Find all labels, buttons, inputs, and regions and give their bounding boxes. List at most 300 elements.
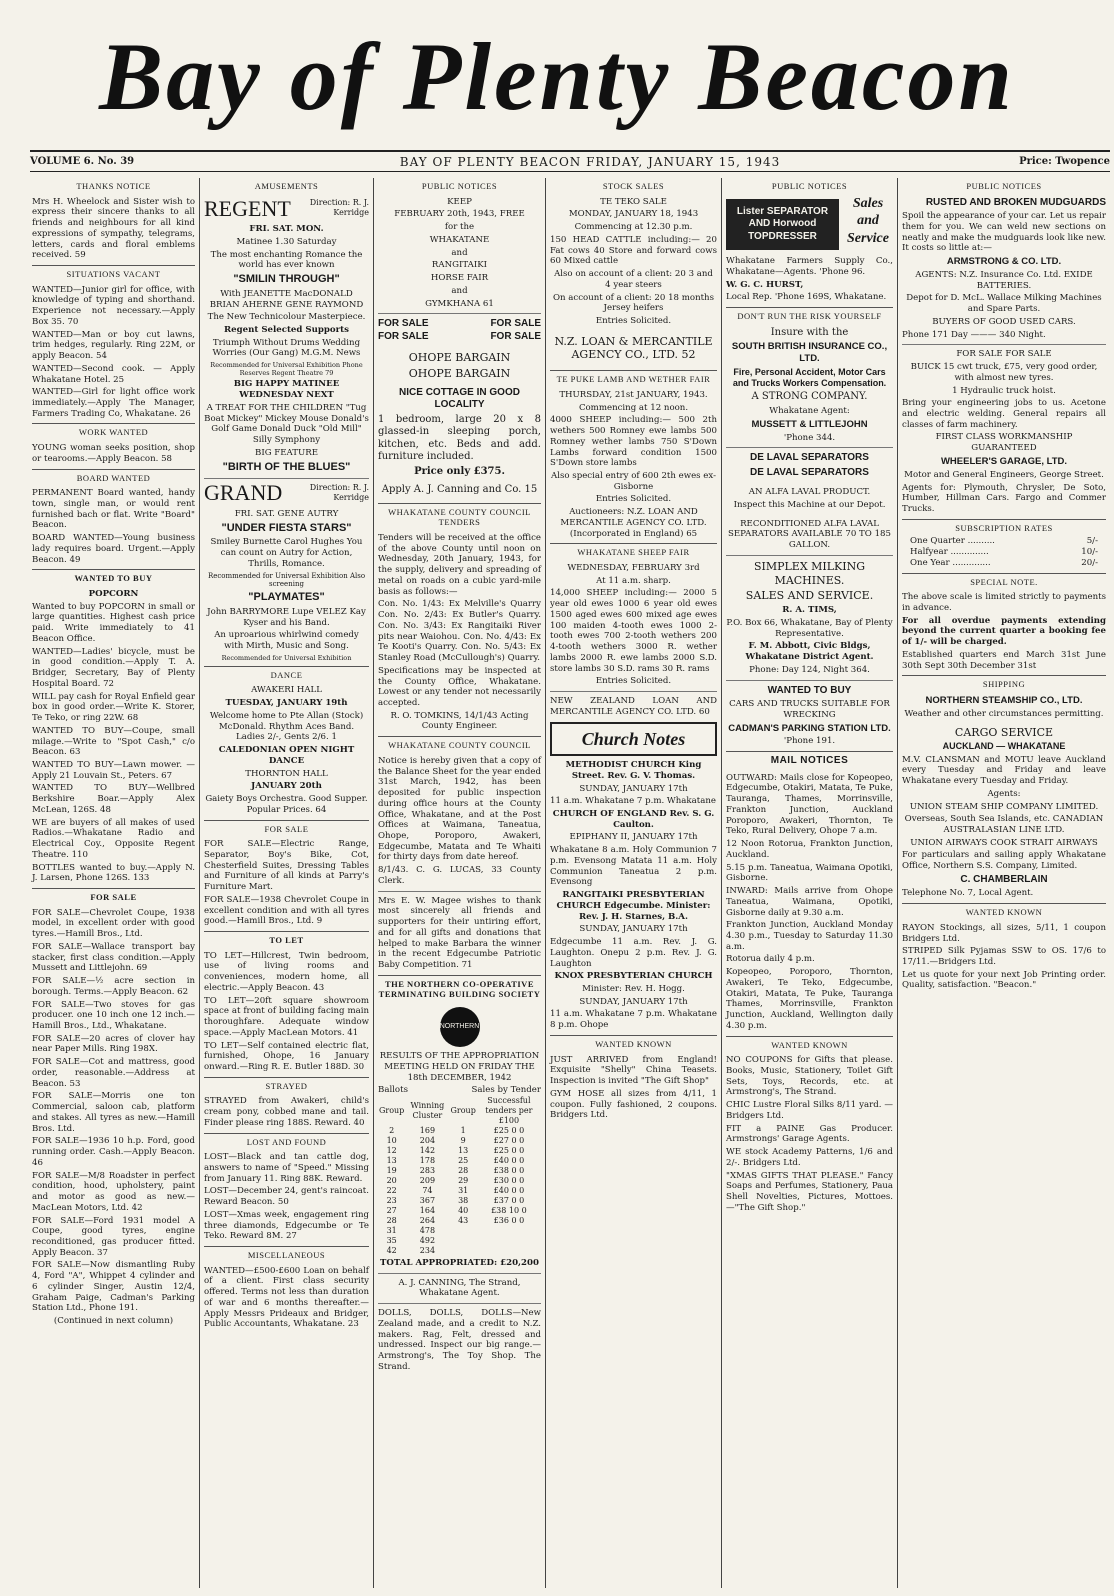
continued-note: (Continued in next column) bbox=[53, 1316, 174, 1327]
column-1 bbox=[28, 178, 200, 1588]
notice: Let us quote for your next Job Printing order. Quality, satisfaction. "Beacon." bbox=[902, 969, 1106, 991]
text-line: BUICK 15 cwt truck, £75, very good order, with almost new tyres. bbox=[910, 362, 1098, 383]
notice: Kopeopeo, Poroporo, Thornton, Awakeri, Te Teko, Edgecumbe, Otakiri, Matata, Te Puke, Tauranga Thames, Morrinsville, Frankton Junction, Auckland, Wellington daily 4.30 p.m. bbox=[726, 967, 893, 1031]
text-line: GYMKHANA 61 bbox=[425, 298, 494, 309]
text-line: Agents: bbox=[987, 788, 1021, 799]
text-line: MUSSETT & LITTLEJOHN bbox=[751, 418, 868, 430]
notice: FOR SALE—Cot and mattress, good order, reasonable.—Address at Beacon. 53 bbox=[32, 1057, 195, 1089]
text-line: RUSTED AND BROKEN MUDGUARDS bbox=[925, 196, 1106, 208]
notice: FOR SALE—Electric Range, Separator, Boy's Bike, Cot, Chesterfield Suites, Dressing Tables and Furniture of all kinds at Parry's Furniture Mart. bbox=[204, 839, 369, 893]
table-cell bbox=[477, 1226, 541, 1236]
table-cell: 27 bbox=[386, 1205, 397, 1215]
table-cell: 42 bbox=[386, 1245, 397, 1255]
text-line: A TREAT FOR THE CHILDREN "Tug Boat Mickey" Mickey Mouse Donald's Golf Game Donald Duck "Old Mill" Silly Symphony bbox=[204, 402, 369, 446]
text-line: CARGO SERVICE bbox=[954, 725, 1054, 739]
table-row bbox=[378, 1156, 541, 1166]
show-days: FRI. SAT. MON. bbox=[249, 224, 324, 235]
text-line: The above scale is limited strictly to payments in advance. bbox=[902, 592, 1106, 613]
notice: JUST ARRIVED from England! Exquisite "Shelly" China Teasets. Inspection is invited "The Gift Shop" bbox=[550, 1054, 717, 1087]
rate-value: 10/- bbox=[1081, 547, 1098, 558]
notice: YOUNG woman seeks position, shop or tearooms.—Apply Beacon. 58 bbox=[32, 443, 195, 464]
text-line: NORTHERN STEAMSHIP CO., LTD. bbox=[925, 694, 1083, 706]
notice: WANTED—Junior girl for office, with knowledge of typing and shorthand. Experience not necessary.—Apply Box 35. 70 bbox=[32, 284, 195, 327]
notice: WANTED—£500-£600 Loan on behalf of a client. First class security offered. Terms not less than duration of war and 6 months thereafter.—Apply Messrs Prideaux and Bridger, Public Accountants, Whakatane. 23 bbox=[204, 1265, 369, 1330]
text-line: Welcome home to Pte Allan (Stock) McDonald. Rhythm Aces Band. Ladies 2/-, Gents 2/6. 1 bbox=[209, 710, 364, 743]
column-6 bbox=[898, 178, 1110, 1588]
text-line: N.Z. LOAN & MERCANTILE AGENCY CO., LTD. 52 bbox=[554, 334, 713, 362]
text-line: An uproarious whirlwind comedy with Mirth, Music and Song. bbox=[214, 630, 359, 651]
text-line: Commencing at 12.30 p.m. bbox=[574, 222, 693, 233]
notice: 5.15 p.m. Taneatua, Waimana Opotiki, Gisborne. bbox=[726, 862, 893, 884]
text-line: AWAKERI HALL bbox=[251, 685, 322, 696]
section-heading: SHIPPING bbox=[902, 675, 1106, 693]
notice: LOST—Xmas week, engagement ring three diamonds, Edgecumbe or Te Teko. Reward 8M. 27 bbox=[204, 1209, 369, 1242]
columns bbox=[28, 178, 1110, 1588]
text-line: 'Phone 191. bbox=[783, 736, 836, 747]
notice: NO COUPONS for Gifts that please. Books, Music, Stationery, Toilet Gift Sets, Toys, Records, etc. at Armstrong's, The Strand. bbox=[726, 1055, 893, 1098]
text-line: Minister: Rev. H. Hogg. bbox=[582, 984, 685, 994]
section-heading: PUBLIC NOTICES bbox=[966, 181, 1042, 191]
for-sale-banner bbox=[378, 331, 541, 344]
table-row bbox=[378, 1206, 541, 1216]
notice: TO LET—Hillcrest, Twin bedroom, use of living rooms and conveniences, modern home, all electric.—Apply Beacon. 43 bbox=[204, 950, 369, 993]
table-cell: 28 bbox=[458, 1165, 469, 1175]
text-line: Weather and other circumstances permitting. bbox=[904, 708, 1104, 719]
notice: FOR SALE—1936 10 h.p. Ford, good running order. Cash.—Apply Beacon. 46 bbox=[32, 1136, 195, 1168]
table-cell: 164 bbox=[419, 1205, 436, 1215]
text-line: Commencing at 12 noon. bbox=[578, 402, 689, 413]
grand-direction: Direction: R. J. Kerridge bbox=[309, 483, 369, 503]
text-line: SIMPLEX MILKING MACHINES. bbox=[753, 559, 866, 587]
section-heading: DON'T RUN THE RISK YOURSELF bbox=[726, 307, 893, 325]
text-line: FEBRUARY 20th, 1943, FREE bbox=[394, 209, 525, 220]
text-line: CADMAN'S PARKING STATION LTD. bbox=[728, 722, 891, 734]
notice: WANTED TO BUY—Wellbred Berkshire Boar.—Apply Alex McLean, 126S. 48 bbox=[32, 783, 195, 815]
text-line: C. CHAMBERLAIN bbox=[960, 873, 1048, 885]
table-cell: £40 0 0 bbox=[493, 1185, 525, 1195]
logo-text: NORTHERN bbox=[439, 1022, 480, 1030]
text-line: KNOX PRESBYTERIAN CHURCH bbox=[554, 971, 713, 982]
text-line: Sales by Tender bbox=[471, 1085, 541, 1096]
table-cell: 31 bbox=[386, 1225, 397, 1235]
text-line: Whakatane 8 a.m. Holy Communion 7 p.m. Evensong Matata 11 a.m. Holy Communion Taneatua 2 p.m. Evensong bbox=[550, 845, 717, 888]
text-line: SUNDAY, JANUARY 17th bbox=[579, 924, 688, 935]
table-row bbox=[378, 1196, 541, 1206]
table-cell: 31 bbox=[458, 1185, 469, 1195]
masthead bbox=[0, 0, 1114, 150]
text-line: P.O. Box 66, Whakatane, Bay of Plenty Representative. bbox=[726, 617, 893, 639]
table-cell: 43 bbox=[458, 1215, 469, 1225]
text-line: Whakatane Agent: bbox=[769, 405, 850, 416]
column-header: Successful tenders per £100 bbox=[485, 1095, 533, 1125]
banner-text: FOR SALE bbox=[378, 330, 429, 342]
notice: NEW ZEALAND LOAN AND MERCANTILE AGENCY CO. LTD. 60 bbox=[550, 696, 717, 717]
newspaper-title: Bay of Plenty Beacon bbox=[99, 23, 1015, 130]
table-cell: 178 bbox=[419, 1155, 436, 1165]
rate-row bbox=[902, 558, 1106, 569]
table-cell bbox=[477, 1236, 541, 1246]
text-line: AGENTS: N.Z. Insurance Co. Ltd. EXIDE BATTERIES. bbox=[915, 269, 1093, 291]
section-heading: WHAKATANE COUNTY COUNCIL TENDERS bbox=[378, 503, 541, 531]
banner-text: FOR SALE bbox=[490, 330, 541, 342]
text-line: Phone: Day 124, Night 364. bbox=[749, 664, 870, 675]
text-line: for the bbox=[444, 222, 475, 233]
notice: FOR SALE—Morris one ton Commercial, saloon cab, platform and stakes. All tyres as new.—Hamill Bros. Ltd. bbox=[32, 1091, 195, 1134]
section-heading: THANKS NOTICE bbox=[76, 181, 151, 191]
notice: FOR SALE—Wallace transport bay stacker, first class condition.—Apply Mussett and Littlejohn. 69 bbox=[32, 941, 195, 974]
rate-row bbox=[902, 547, 1106, 558]
text-line: Triumph Without Drums Wedding Worries (Our Gang) M.G.M. News bbox=[212, 337, 361, 359]
text-line: WHEELER'S GARAGE, LTD. bbox=[940, 455, 1068, 467]
notice: GYM HOSE all sizes from 4/11, 1 coupon. Fully fashioned, 2 coupons. Bridgers Ltd. bbox=[550, 1088, 717, 1121]
table-cell: 492 bbox=[419, 1235, 436, 1245]
notice: WE stock Academy Patterns, 1/6 and 2/-. Bridgers Ltd. bbox=[726, 1147, 893, 1168]
table-cell bbox=[477, 1246, 541, 1256]
text-line: THURSDAY, 21st JANUARY, 1943. bbox=[559, 389, 708, 400]
table-cell: 478 bbox=[419, 1225, 436, 1235]
notice: FOR SALE—1938 Chevrolet Coupe in excellent condition and with all tyres good.—Hamill Bros., Ltd. 9 bbox=[204, 894, 369, 927]
text-line: KEEP bbox=[447, 196, 472, 207]
text-line: Phone 171 Day ——— 340 Night. bbox=[902, 329, 1046, 340]
notice: R. O. TOMKINS, 14/1/43 Acting County Engineer. bbox=[390, 710, 529, 732]
rate-row bbox=[902, 536, 1106, 547]
notice-title: POPCORN bbox=[88, 588, 139, 599]
notice: Mrs E. W. Magee wishes to thank most sincerely all friends and supporters for their untiring effort, and for all gifts and donations that helped to make Barbara the winner in the recent Edgecumbe Patriotic Baby Competition. 71 bbox=[378, 895, 541, 971]
text-line: Overseas, South Sea Islands, etc. CANADIAN AUSTRALASIAN LINE LTD. bbox=[904, 814, 1104, 835]
text-line: On account of a client: 20 18 months Jersey heifers bbox=[552, 292, 715, 314]
grand-header bbox=[204, 478, 369, 507]
text-line: CHURCH OF ENGLAND Rev. S. G. Caulton. bbox=[552, 808, 715, 830]
table-cell: 367 bbox=[419, 1195, 436, 1205]
text-line: Edgecumbe 11 a.m. Rev. J. G. Laughton. Onepu 2 p.m. Rev. J. G. Laughton bbox=[550, 937, 717, 969]
table-cell: 13 bbox=[386, 1155, 397, 1165]
text-line: Recommended for Universal Exhibition bbox=[221, 653, 352, 662]
text-line: Smiley Burnette Carol Hughes You can count on Autry for Action, Thrills, Romance. bbox=[210, 537, 363, 569]
notice: STRAYED from Awakeri, child's cream pony, cobbed mane and tail. Finder please ring 188S. Reward. 40 bbox=[204, 1096, 369, 1128]
northern-logo-icon bbox=[440, 1007, 480, 1047]
divider bbox=[726, 555, 893, 556]
table-cell: 40 bbox=[458, 1205, 469, 1215]
table-cell: 35 bbox=[386, 1235, 397, 1245]
table-row bbox=[378, 1186, 541, 1196]
notice: Tenders will be received at the office of the above County until noon on Wednesday, 20th January, 1943, for the supply, delivery and spreading of metal on roads on a cubic yard-mile basis as follows:— bbox=[378, 532, 541, 597]
text-line: Inspect this Machine at our Depot. bbox=[733, 500, 886, 511]
text-line: OHOPE BARGAIN bbox=[408, 351, 511, 365]
text-line: Gaiety Boys Orchestra. Good Supper. Popular Prices. 64 bbox=[205, 794, 368, 815]
section-heading: WHAKATANE SHEEP FAIR bbox=[550, 543, 717, 561]
text-line: FIRST CLASS WORKMANSHIP GUARANTEED bbox=[935, 432, 1073, 454]
text-line: Also special entry of 600 2th ewes ex-Gisborne bbox=[551, 470, 716, 492]
text-line: For all overdue payments extending beyond the current quarter a booking fee of 1/- will be charged. bbox=[902, 615, 1106, 648]
text-line: EPIPHANY II, JANUARY 17th bbox=[569, 832, 698, 843]
text-line: RESULTS OF THE APPROPRIATION MEETING HELD ON FRIDAY THE 18th DECEMBER, 1942 bbox=[379, 1051, 540, 1083]
notice: Rotorua daily 4 p.m. bbox=[726, 954, 815, 965]
text-line: UNION STEAM SHIP COMPANY LIMITED. bbox=[909, 801, 1099, 812]
table-cell: £37 0 0 bbox=[493, 1195, 525, 1205]
text-line: WANTED TO BUY bbox=[767, 684, 852, 696]
notice: INWARD: Mails arrive from Ohope Taneatua, Waimana, Opotiki, Gisborne daily at 9.30 a.m. bbox=[726, 886, 893, 918]
text-line: Ballots bbox=[378, 1085, 408, 1096]
regent-header bbox=[204, 195, 369, 223]
section-heading: THE NORTHERN CO-OPERATIVE TERMINATING BUILDING SOCIETY bbox=[378, 975, 541, 1003]
banner-text: FOR SALE bbox=[378, 318, 429, 330]
text-line: and bbox=[451, 247, 468, 258]
text-line: Recommended for Universal Exhibition Also screening bbox=[207, 571, 366, 589]
table-cell: 209 bbox=[419, 1175, 436, 1185]
text-line: METHODIST CHURCH King Street. Rev. G. V. Thomas. bbox=[565, 760, 702, 781]
notice: 8/1/43. C. G. LUCAS, 33 County Clerk. bbox=[378, 865, 541, 886]
column-5 bbox=[722, 178, 898, 1588]
table-cell bbox=[450, 1246, 477, 1256]
divider bbox=[378, 891, 541, 892]
text-line: AUCKLAND — WHAKATANE bbox=[942, 741, 1066, 752]
text-line: At 11 a.m. sharp. bbox=[596, 575, 671, 586]
notice: TO LET—Self contained electric flat, furnished, Ohope, 16 January onward.—Ring R. E. Butler 188D. 30 bbox=[204, 1040, 369, 1073]
text-line: CARS AND TRUCKS SUITABLE FOR WRECKING bbox=[729, 699, 890, 720]
notice: "XMAS GIFTS THAT PLEASE." Fancy Soaps and Perfumes, Stationery, Paua Shell Novelties, Pictures, Mottoes.—"The Gift Shop." bbox=[726, 1170, 893, 1213]
section-heading: LOST AND FOUND bbox=[204, 1133, 369, 1151]
dateline-bar bbox=[30, 150, 1110, 172]
notice: WANTED—Man or boy cut lawns, trim hedges, regularly. Ring 22M, or apply Beacon. 54 bbox=[32, 329, 195, 362]
notice: WANTED—Girl for light office work immediately.—Apply The Manager, Farmers Trading Co, Whakatane. 26 bbox=[32, 387, 195, 419]
notice: LOST—Black and tan cattle dog, answers to name of "Speed." Missing from January 11. Ring 88K. Reward. bbox=[204, 1152, 369, 1184]
film-title: "BIRTH OF THE BLUES" bbox=[222, 460, 351, 473]
notice: FOR SALE—20 acres of clover hay near Paper Mills. Ring 198X. bbox=[32, 1033, 195, 1055]
divider bbox=[902, 344, 1106, 345]
text-line: A STRONG COMPANY. bbox=[751, 391, 868, 403]
text-line: Bring your engineering jobs to us. Acetone and electric welding. General repairs all classes of farm machinery. bbox=[902, 398, 1106, 430]
notice: Frankton Junction, Auckland Monday 4.30 p.m., Tuesday to Saturday 11.30 a.m. bbox=[726, 920, 893, 952]
table-cell: 13 bbox=[458, 1145, 469, 1155]
notice: BOARD WANTED—Young business lady requires board. Urgent.—Apply Beacon. 49 bbox=[32, 533, 195, 565]
regent-theatre-name: REGENT bbox=[204, 195, 291, 221]
text-line: Auctioneers: N.Z. LOAN AND MERCANTILE AGENCY CO. LTD. (Incorporated in England) 65 bbox=[560, 507, 707, 539]
section-heading: SPECIAL NOTE. bbox=[902, 573, 1106, 591]
section-heading: SUBSCRIPTION RATES bbox=[902, 519, 1106, 537]
text-line: SUNDAY, JANUARY 17th bbox=[579, 783, 688, 794]
notice: FOR SALE—Chevrolet Coupe, 1938 model, in excellent order with good tyres.—Hamill Bros., Ltd. bbox=[32, 907, 195, 940]
rate-label: One Quarter .......... bbox=[910, 536, 995, 547]
notice: FIT a PAINE Gas Producer. Armstrongs' Garage Agents. bbox=[726, 1123, 893, 1145]
text-line: SALES AND SERVICE. bbox=[745, 589, 874, 603]
notice: Specifications may be inspected at the County Office, Whakatane. Lowest or any tender not necessarily accepted. bbox=[378, 665, 541, 708]
column-header: Group bbox=[379, 1105, 405, 1115]
text-line: SUNDAY, JANUARY 17th bbox=[579, 996, 688, 1007]
section-heading: TE PUKE LAMB AND WETHER FAIR bbox=[550, 370, 717, 388]
ballot-table bbox=[378, 1096, 541, 1256]
section-heading: TO LET bbox=[204, 931, 369, 949]
table-cell: £30 0 0 bbox=[493, 1175, 525, 1185]
text-line: 'Phone 344. bbox=[783, 432, 836, 443]
section-heading: PUBLIC NOTICES bbox=[421, 181, 498, 191]
text-line: FOR SALE FOR SALE bbox=[956, 349, 1052, 360]
text-line: 14,000 SHEEP including:— 2000 5 year old ewes 1000 6 year old ewes 1500 aged ewes 600 mixed age ewes 100 maiden 4-tooth ewes 1000 2-tooth ewes 700 2-tooth wethers 200 4-tooth wethers 3000 R. wether lambs 2000 R. ewe lambs 2000 S.D. store lambs 30 S.D. rams 30 R. rams bbox=[550, 588, 717, 674]
text-line: Apply A. J. Canning and Co. 15 bbox=[381, 484, 538, 496]
notice: Mrs H. Wheelock and Sister wish to express their sincere thanks to all friends and neighbours for all kind expressions of sympathy, telegrams, letters, cards and floral emblems received. 59 bbox=[32, 196, 195, 261]
text-line: Telephone No. 7, Local Agent. bbox=[902, 888, 1034, 899]
table-cell: 234 bbox=[419, 1245, 436, 1255]
text-line: SOUTH BRITISH INSURANCE CO., LTD. bbox=[731, 341, 888, 365]
price: Price: Twopence bbox=[1019, 156, 1110, 167]
rates-list bbox=[902, 536, 1106, 568]
text-line: Whakatane Farmers Supply Co., Whakatane—Agents. 'Phone 96. bbox=[726, 256, 893, 277]
text-line: 4000 SHEEP including:— 500 2th wethers 500 Romney ewe lambs 500 Romney wether lambs 750 S'Down Lambs forward condition 1500 S'Down store lambs bbox=[550, 415, 717, 469]
notice: WE are buyers of all makes of used Radios.—Whakatane Radio and Electrical Coy., Opposite Regent Theatre. 110 bbox=[32, 817, 195, 860]
table-cell: 142 bbox=[419, 1145, 436, 1155]
text-line: The New Technicolour Masterpiece. bbox=[207, 312, 366, 323]
text-line: FRI. SAT. GENE AUTRY bbox=[234, 508, 339, 519]
table-cell: 19 bbox=[386, 1165, 397, 1175]
text-line: Entries Solicited. bbox=[595, 315, 672, 326]
table-row bbox=[378, 1216, 541, 1226]
section-heading: MAIL NOTICES bbox=[726, 751, 893, 771]
table-row bbox=[378, 1226, 541, 1236]
section-heading: WANTED KNOWN bbox=[550, 1035, 717, 1053]
notice: WANTED TO BUY—Coupe, small milage.—Write to "Spot Cash," c/o Beacon. 63 bbox=[32, 725, 195, 758]
text-line: 1 bedroom, large 20 x 8 glassed-in sleeping porch, kitchen, etc. Beds and add. furniture included. bbox=[378, 413, 541, 463]
table-cell: 264 bbox=[419, 1215, 436, 1225]
notice: FOR SALE—Now dismantling Ruby 4, Ford "A", Whippet 4 cylinder and 6 cylinder Singer, Austin 12/4, Graham Paige, Cadman's Parking Station Ltd., Phone 191. bbox=[32, 1260, 195, 1314]
text-line: 1 Hydraulic truck hoist. bbox=[952, 385, 1056, 396]
text-line: John BARRYMORE Lupe VELEZ Kay Kyser and his Band. bbox=[207, 606, 366, 628]
text-line: BUYERS OF GOOD USED CARS. bbox=[932, 316, 1076, 327]
text-line: 150 HEAD CATTLE including:— 20 Fat cows 40 Store and forward cows 60 Mixed cattle bbox=[550, 234, 717, 267]
section-heading: BOARD WANTED bbox=[32, 469, 195, 487]
lister-logo: Lister SEPARATOR AND Horwood TOPDRESSER bbox=[726, 199, 839, 251]
notice: Con. No. 1/43: Ex Melville's Quarry Con. No. 2/43: Ex Butler's Quarry. Con. No. 3/43: Ex Rangitaiki River pits near Waiohou. Con. No. 4/43: Ex Te Kooti's Quarry. Con. No. 5/43: Ex Stanley Road (McCullough's) Quarry. bbox=[378, 599, 541, 664]
text-line: TOTAL APPROPRIATED: £20,200 bbox=[380, 1257, 539, 1268]
section-heading: PUBLIC NOTICES bbox=[771, 181, 848, 191]
section-heading: STOCK SALES bbox=[602, 181, 665, 191]
text-line: THORNTON HALL bbox=[245, 768, 328, 779]
table-row bbox=[378, 1166, 541, 1176]
text-line: Entries Solicited. bbox=[595, 494, 672, 505]
text-line: RECONDITIONED ALFA LAVAL SEPARATORS AVAILABLE 70 TO 185 GALLON. bbox=[728, 518, 891, 551]
notice: Wanted to buy POPCORN in small or large quantities. Highest cash price paid. Write immediately to 41 Beacon Office. bbox=[32, 601, 195, 644]
section-heading: WANTED KNOWN bbox=[902, 903, 1106, 921]
notice: LOST—December 24, gent's raincoat. Reward Beacon. 50 bbox=[204, 1186, 369, 1208]
table-body bbox=[378, 1126, 541, 1256]
text-line: CALEDONIAN OPEN NIGHT DANCE bbox=[218, 745, 355, 766]
section-heading: SITUATIONS VACANT bbox=[32, 265, 195, 283]
table-row bbox=[378, 1246, 541, 1256]
table-row bbox=[378, 1176, 541, 1186]
text-line: Local Rep. 'Phone 169S, Whakatane. bbox=[726, 292, 887, 303]
table-cell: £27 0 0 bbox=[493, 1135, 525, 1145]
notice: WANTED—Ladies' bicycle, must be in good condition.—Apply T. A. Bridger, Secretary, Bay of Plenty Hospital Board. 72 bbox=[32, 646, 195, 689]
sales-service-text: Sales and Service bbox=[847, 195, 889, 246]
table-row bbox=[378, 1126, 541, 1136]
text-line: R. A. TIMS, bbox=[782, 605, 837, 616]
text-line: JANUARY 20th bbox=[251, 781, 322, 792]
text-line: RANGITAIKI bbox=[431, 260, 488, 271]
text-line: Matinee 1.30 Saturday bbox=[236, 236, 337, 247]
divider bbox=[726, 680, 893, 681]
section-heading: WANTED TO BUY bbox=[32, 569, 195, 587]
notice: TO LET—20ft square showroom space at front of building facing main thoroughfare. Adequate window space.—Apply MacLean Motors. 41 bbox=[204, 995, 369, 1038]
notice: WILL pay cash for Royal Enfield gear box in good order.—Write K. Storer, Te Teko, or ring 22W. 68 bbox=[32, 691, 195, 724]
table-row bbox=[378, 1146, 541, 1156]
section-heading: MISCELLANEOUS bbox=[204, 1246, 369, 1264]
text-line: Established quarters end March 31st June 30th Sept 30th December 31st bbox=[902, 649, 1106, 671]
notice: RAYON Stockings, all sizes, 5/11, 1 coupon Bridgers Ltd. bbox=[902, 922, 1106, 944]
text-line: WHAKATANE bbox=[429, 234, 490, 245]
text-line: HORSE FAIR bbox=[430, 273, 489, 284]
text-line: BIG FEATURE bbox=[255, 447, 318, 458]
table-caption bbox=[378, 1085, 541, 1096]
text-line: With JEANETTE MacDONALD BRIAN AHERNE GENE RAYMOND bbox=[209, 288, 364, 310]
section-heading: AMUSEMENTS bbox=[254, 181, 319, 191]
text-line: OHOPE BARGAIN bbox=[408, 366, 511, 380]
for-sale-banner bbox=[378, 318, 541, 331]
church-notes-banner: Church Notes bbox=[550, 722, 717, 757]
table-cell: 9 bbox=[460, 1135, 466, 1145]
section-heading: STRAYED bbox=[204, 1077, 369, 1095]
notice: PERMANENT Board wanted, handy town, single man, or would rent furnished bach or flat. Write "Board" Beacon. bbox=[32, 488, 195, 531]
text-line: MONDAY, JANUARY 18, 1943 bbox=[568, 209, 699, 220]
notice: STRIPED Silk Pyjamas SSW to OS. 17/6 to 17/11.—Bridgers Ltd. bbox=[902, 946, 1106, 967]
table-cell: 22 bbox=[386, 1185, 397, 1195]
table-cell: 283 bbox=[419, 1165, 436, 1175]
section-heading: WHAKATANE COUNTY COUNCIL bbox=[378, 736, 541, 754]
text-line: Insure with the bbox=[770, 326, 849, 338]
lister-ad bbox=[726, 195, 893, 255]
notice: OUTWARD: Mails close for Kopeopeo, Edgecumbe, Otakiri, Matata, Te Puke, Tauranga, Thames, Morrinsville, Frankton Junction, Auckland Poroporo, Awakeri, Thornton, Te Teko, Rural Delivery, Ohope 7 a.m. bbox=[726, 772, 893, 837]
table-cell: £36 0 0 bbox=[493, 1215, 525, 1225]
text-line: TE TEKO SALE bbox=[600, 196, 667, 207]
column-4 bbox=[546, 178, 722, 1588]
table-cell: 25 bbox=[458, 1155, 469, 1165]
notice: FOR SALE—Ford 1931 model A Coupe, good tyres, engine reconditioned, gas producer fitted. Apply Beacon. 37 bbox=[32, 1215, 195, 1258]
section-heading: FOR SALE bbox=[204, 820, 369, 838]
text-line: NICE COTTAGE IN GOOD LOCALITY bbox=[399, 386, 520, 411]
table-cell: £40 0 0 bbox=[493, 1155, 525, 1165]
notice: FOR SALE—½ acre section in borough. Terms.—Apply Beacon. 62 bbox=[32, 976, 195, 997]
text-line: DE LAVAL SEPARATORS bbox=[750, 466, 869, 478]
film-title: "SMILIN THROUGH" bbox=[233, 273, 340, 286]
notice: FOR SALE—Two stoves for gas producer. one 10 inch one 12 inch.—Hamill Bros., Ltd., Whakatane. bbox=[32, 999, 195, 1032]
section-heading: WORK WANTED bbox=[32, 423, 195, 441]
table-cell: 28 bbox=[386, 1215, 397, 1225]
text-line: Entries Solicited. bbox=[595, 676, 672, 687]
rate-label: Halfyear .............. bbox=[910, 547, 989, 558]
text-line: RANGITAIKI PRESBYTERIAN CHURCH Edgecumbe. Minister: Rev. J. H. Starnes, B.A. bbox=[556, 890, 711, 922]
text-line: DE LAVAL SEPARATORS bbox=[750, 452, 869, 464]
notice: WANTED—Second cook. — Apply Whakatane Hotel. 25 bbox=[32, 363, 195, 385]
text-line: BIG HAPPY MATINEE WEDNESDAY NEXT bbox=[233, 379, 340, 401]
text-line: A. J. CANNING, The Strand, Whakatane Agent. bbox=[398, 1277, 521, 1299]
table-cell: 12 bbox=[386, 1145, 397, 1155]
notice: FOR SALE—M/8 Roadster in perfect condition, hood, upholstery, paint and motor as good as new.—MacLean Motors, Ltd. 42 bbox=[32, 1170, 195, 1213]
text-line: The most enchanting Romance the world has ever known bbox=[210, 249, 363, 271]
text-line: WEDNESDAY, FEBRUARY 3rd bbox=[567, 563, 700, 573]
column-header: Winning Cluster bbox=[410, 1100, 445, 1120]
table-cell: 23 bbox=[386, 1195, 397, 1205]
text-line: Price only £375. bbox=[414, 465, 505, 477]
text-line: Recommended for Universal Exhibition Phone Reserves Regent Theatre 79 bbox=[210, 361, 363, 378]
table-cell: £38 10 0 bbox=[491, 1205, 527, 1215]
table-row bbox=[378, 1236, 541, 1246]
column-3 bbox=[374, 178, 546, 1588]
column-2 bbox=[200, 178, 374, 1588]
text-line: M.V. CLANSMAN and MOTU leave Auckland every Tuesday and Friday and leave Whakatane every Tuesday and Friday. bbox=[902, 754, 1106, 787]
volume-number: VOLUME 6. No. 39 bbox=[30, 156, 135, 167]
notice: DOLLS, DOLLS, DOLLS—New Zealand made, and a credit to N.Z. makers. Rag, Felt, dressed and undressed. Inspect our big range.—Armstrong's, The Toy Shop. The Strand. bbox=[378, 1308, 541, 1372]
text-line: Spoil the appearance of your car. Let us repair them for you. We can weld new sections on neatly and make the mudguards look like new. It costs so little at:— bbox=[902, 211, 1106, 254]
text-line: Also on account of a client: 20 3 and 4 year steers bbox=[554, 269, 713, 290]
issue-date: BAY OF PLENTY BEACON FRIDAY, JANUARY 15, 1943 bbox=[399, 154, 781, 169]
text-line: Agents for: Plymouth, Chrysler, De Soto, Humber, Hillman Cars. Fargo and Commer Trucks. bbox=[902, 482, 1106, 515]
